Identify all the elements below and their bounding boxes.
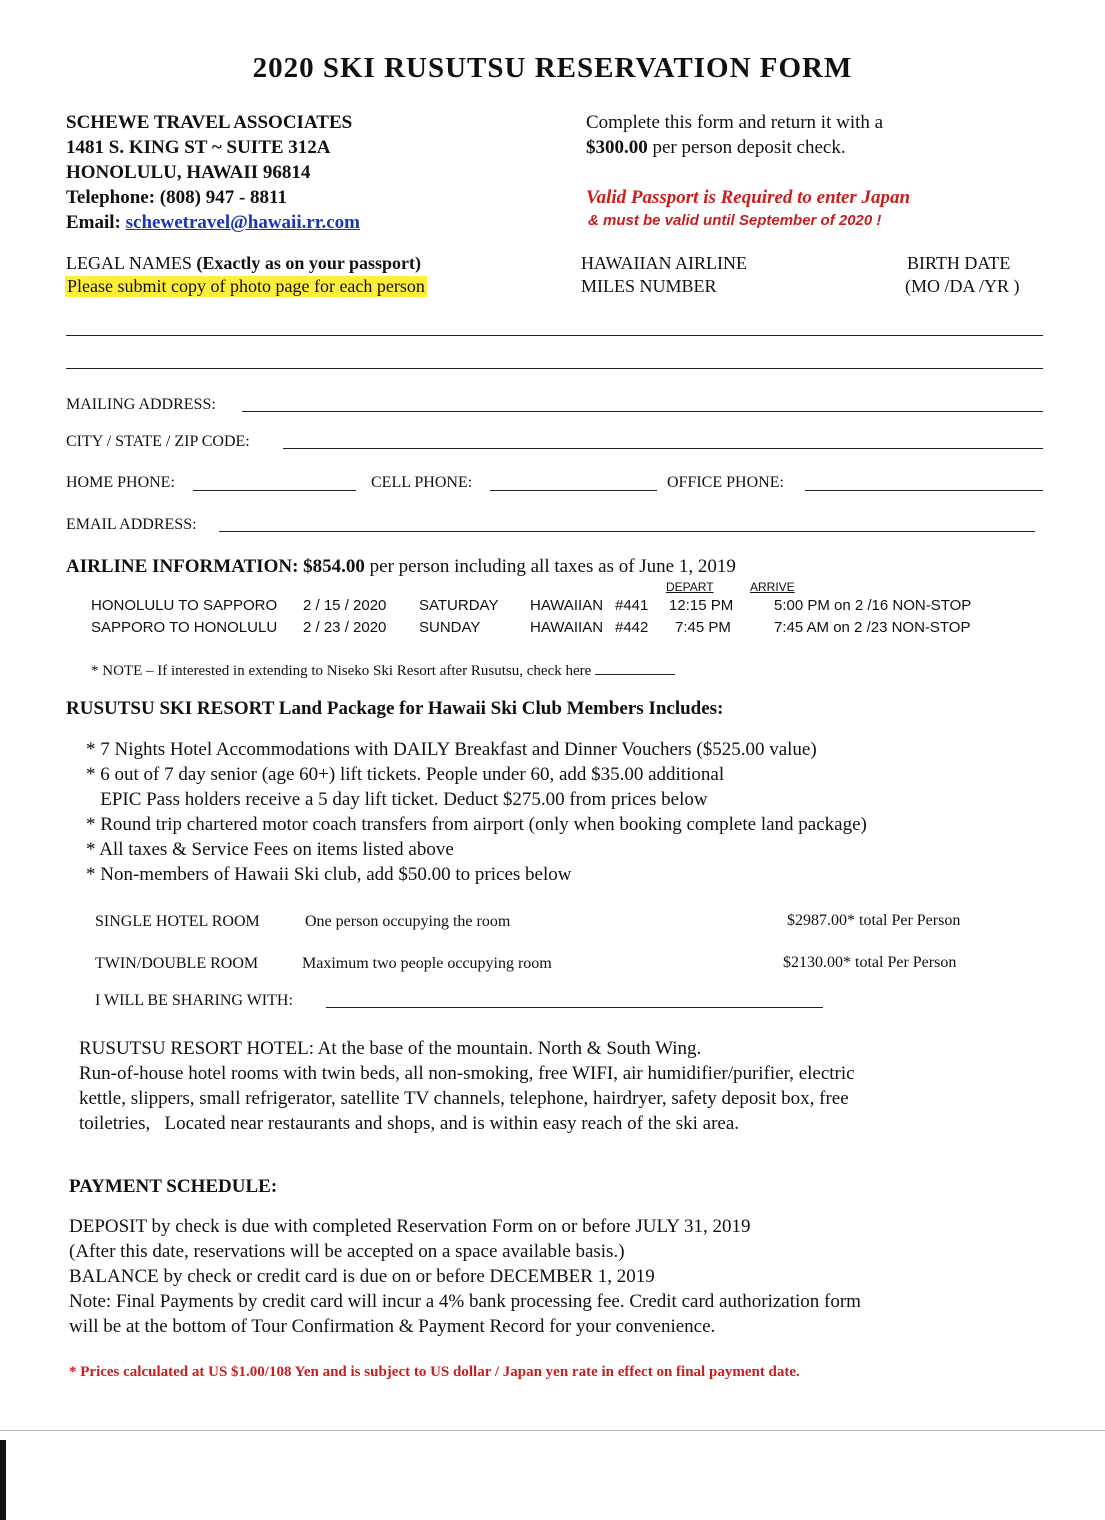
flight-arrive: 7:45 AM on 2 /23 NON-STOP (774, 619, 971, 636)
flight-number: #441 (615, 597, 649, 614)
passport-note: Valid Passport is Required to enter Japan (586, 187, 911, 208)
hotel-line: toiletries, Located near restaurants and shops, and is within easy reach of the ski area. (79, 1113, 740, 1134)
room-price: $2987.00* total Per Person (787, 912, 961, 929)
city-state-zip-field[interactable] (283, 448, 1043, 449)
package-item: * Round trip chartered motor coach transfers from airport (only when booking complete land package) (86, 814, 867, 835)
flight-number: #442 (615, 619, 649, 636)
page-title: 2020 SKI RUSUTSU RESERVATION FORM (252, 52, 853, 84)
package-item: * Non-members of Hawaii Ski club, add $50.00 to prices below (86, 864, 572, 885)
email-link[interactable]: schewetravel@hawaii.rr.com (125, 212, 360, 233)
hotel-line: kettle, slippers, small refrigerator, satellite TV channels, telephone, hairdryer, safety deposit box, free (79, 1088, 849, 1109)
payment-line: will be at the bottom of Tour Confirmation & Payment Record for your convenience. (69, 1316, 716, 1337)
agency-name: SCHEWE TRAVEL ASSOCIATES (66, 112, 353, 133)
flight-arrive: 5:00 PM on 2 /16 NON-STOP (774, 597, 972, 614)
payment-line: (After this date, reservations will be accepted on a space available basis.) (69, 1241, 625, 1262)
flight-route: SAPPORO TO HONOLULU (91, 619, 278, 636)
package-item: * 6 out of 7 day senior (age 60+) lift tickets. People under 60, add $35.00 additional (86, 764, 725, 785)
flight-day: SATURDAY (419, 597, 499, 614)
birth-date-header-1: BIRTH DATE (907, 253, 1011, 273)
airline-miles-header-1: HAWAIIAN AIRLINE (581, 253, 748, 273)
instructions-line-1: Complete this form and return it with a (586, 112, 884, 133)
flight-route: HONOLULU TO SAPPORO (91, 597, 278, 614)
name-line-2[interactable] (66, 368, 1043, 369)
legal-names-label: LEGAL NAMES (66, 253, 192, 273)
niseko-note (91, 660, 675, 680)
flight-airline: HAWAIIAN (530, 597, 604, 614)
flight-depart: 7:45 PM (675, 619, 731, 636)
agency-address-2: HONOLULU, HAWAII 96814 (66, 162, 311, 183)
arrive-header: ARRIVE (750, 580, 795, 594)
page-bottom-edge (0, 1430, 1105, 1431)
airline-price-text: per person including all taxes as of June 1, 2019 (364, 556, 736, 577)
agency-address-1: 1481 S. KING ST ~ SUITE 312A (66, 137, 331, 158)
email-label: Email: (66, 212, 121, 233)
niseko-note-text: * NOTE – If interested in extending to Niseko Ski Resort after Rusutsu, check here (91, 663, 592, 679)
airline-info-label: AIRLINE INFORMATION: (66, 556, 299, 577)
room-price: $2130.00* total Per Person (783, 954, 957, 971)
flight-date: 2 / 23 / 2020 (303, 619, 387, 636)
photo-page-note: Please submit copy of photo page for each person (67, 276, 425, 296)
exchange-rate-footnote: * Prices calculated at US $1.00/108 Yen and is subject to US dollar / Japan yen rate in effect on final payment date. (69, 1364, 800, 1380)
city-state-zip-label: CITY / STATE / ZIP CODE: (66, 433, 250, 450)
flight-depart: 12:15 PM (669, 597, 734, 614)
cell-phone-field[interactable] (490, 490, 657, 491)
agency-email-row (66, 212, 360, 234)
payment-line: BALANCE by check or credit card is due on or before DECEMBER 1, 2019 (69, 1266, 655, 1287)
room-description: Maximum two people occupying room (302, 955, 552, 972)
package-item: EPIC Pass holders receive a 5 day lift ticket. Deduct $275.00 from prices below (86, 789, 708, 810)
room-description: One person occupying the room (305, 913, 511, 930)
airline-info-row (66, 556, 736, 578)
email-address-label: EMAIL ADDRESS: (66, 516, 197, 533)
sharing-label: I WILL BE SHARING WITH: (95, 992, 293, 1009)
room-type: SINGLE HOTEL ROOM (95, 913, 260, 930)
niseko-checkbox-line[interactable] (595, 660, 675, 675)
legal-names-header (66, 253, 421, 274)
room-type: TWIN/DOUBLE ROOM (95, 955, 259, 972)
office-phone-field[interactable] (805, 490, 1043, 491)
payment-heading: PAYMENT SCHEDULE: (69, 1176, 278, 1197)
flight-date: 2 / 15 / 2020 (303, 597, 387, 614)
package-item: * 7 Nights Hotel Accommodations with DAILY Breakfast and Dinner Vouchers ($525.00 value) (86, 739, 817, 760)
airline-miles-header-2: MILES NUMBER (581, 276, 717, 296)
mailing-address-label: MAILING ADDRESS: (66, 396, 216, 413)
airline-price: $854.00 (303, 556, 365, 577)
sharing-field[interactable] (326, 1007, 823, 1008)
instructions-line-2 (586, 137, 846, 159)
flight-airline: HAWAIIAN (530, 619, 604, 636)
home-phone-field[interactable] (193, 490, 356, 491)
scan-edge-bar (0, 1440, 6, 1520)
package-item: * All taxes & Service Fees on items listed above (86, 839, 454, 860)
home-phone-label: HOME PHONE: (66, 474, 175, 491)
birth-date-header-2: (MO /DA /YR ) (905, 276, 1020, 296)
deposit-text: per person deposit check. (647, 137, 846, 158)
package-heading: RUSUTSU SKI RESORT Land Package for Hawaii Ski Club Members Includes: (66, 698, 724, 719)
email-address-field[interactable] (219, 531, 1035, 532)
mailing-address-field[interactable] (242, 411, 1043, 412)
agency-telephone: Telephone: (808) 947 - 8811 (66, 187, 287, 208)
depart-header: DEPART (666, 580, 714, 594)
passport-validity: & must be valid until September of 2020 ! (588, 212, 882, 229)
hotel-line: Run-of-house hotel rooms with twin beds, all non-smoking, free WIFI, air humidifier/purifier, electric (79, 1063, 855, 1084)
legal-names-note: (Exactly as on your passport) (196, 253, 422, 273)
office-phone-label: OFFICE PHONE: (667, 474, 784, 491)
payment-line: Note: Final Payments by credit card will incur a 4% bank processing fee. Credit card authorization form (69, 1291, 861, 1312)
cell-phone-label: CELL PHONE: (371, 474, 473, 491)
name-line-1[interactable] (66, 335, 1043, 336)
deposit-amount: $300.00 (586, 137, 648, 158)
flight-day: SUNDAY (419, 619, 481, 636)
hotel-line: RUSUTSU RESORT HOTEL: At the base of the mountain. North & South Wing. (79, 1038, 702, 1059)
payment-line: DEPOSIT by check is due with completed Reservation Form on or before JULY 31, 2019 (69, 1216, 751, 1237)
